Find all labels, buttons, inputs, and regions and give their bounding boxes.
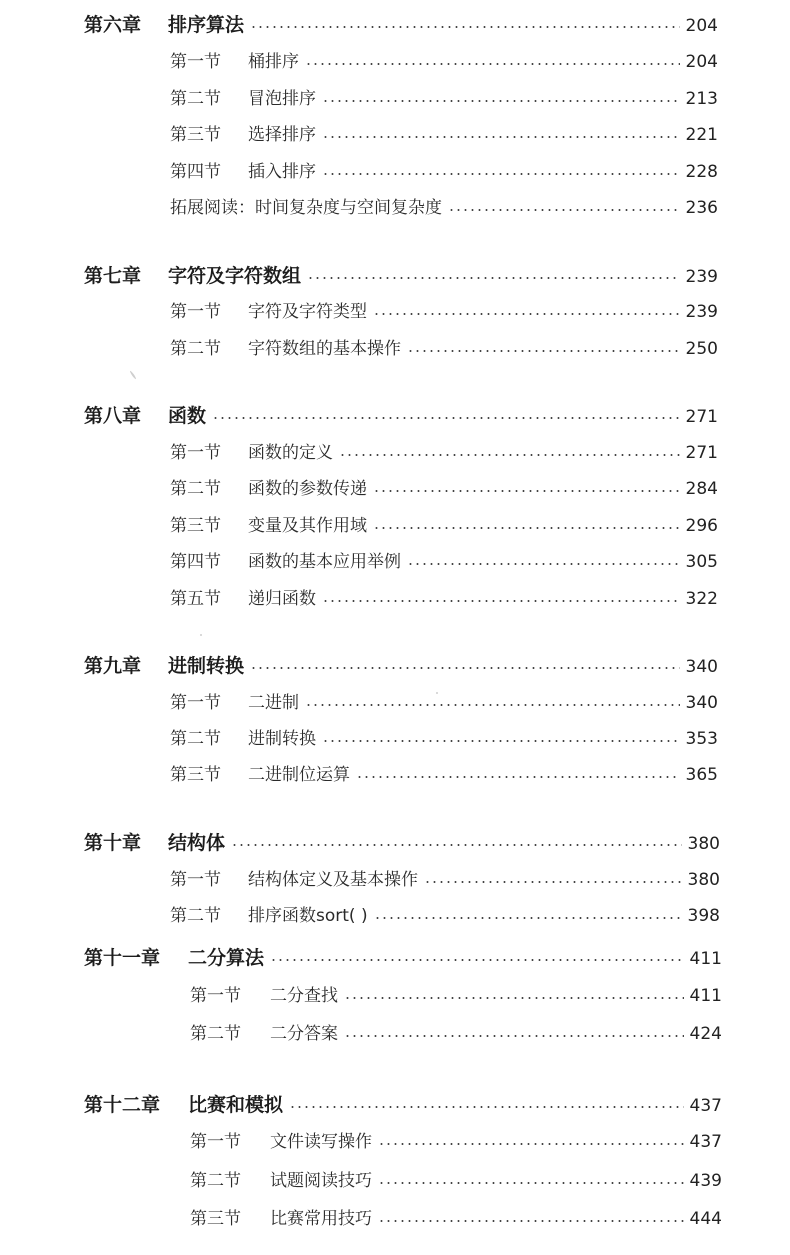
section-8-4-entry (170, 547, 718, 577)
page-number: 444 (689, 1209, 722, 1229)
chapter-number: 第十一章 (84, 947, 161, 969)
section-number: 第二节 (190, 1024, 241, 1044)
section-title: 二分查找 (270, 986, 338, 1006)
section-title: 二分答案 (270, 1024, 338, 1044)
dot-leader (407, 350, 680, 352)
page-number: 250 (685, 339, 718, 359)
chapter-title: 结构体 (168, 832, 226, 854)
dot-leader (373, 527, 680, 529)
section-8-5-entry (170, 584, 718, 614)
section-title: 插入排序 (248, 162, 316, 182)
section-6-4-entry (170, 157, 718, 187)
chapter-title: 函数 (168, 405, 207, 427)
page-number: 340 (685, 693, 718, 713)
section-number: 第二节 (170, 339, 221, 359)
page-number: 271 (685, 443, 718, 463)
section-6-extra-entry (170, 193, 718, 223)
section-number: 第四节 (170, 162, 221, 182)
section-10-1-entry (170, 865, 720, 895)
page-number: 204 (685, 52, 718, 72)
chapter-number: 第九章 (84, 655, 142, 677)
section-number: 第二节 (170, 729, 221, 749)
section-number: 第三节 (170, 765, 221, 785)
section-number: 第一节 (170, 870, 221, 890)
section-9-1-entry (170, 688, 718, 718)
section-number: 第二节 (190, 1171, 241, 1191)
dot-leader (305, 63, 680, 65)
chapter-9-entry (84, 651, 718, 681)
dot-leader (250, 26, 680, 28)
section-number: 第二节 (170, 89, 221, 109)
scan-speck (200, 634, 202, 636)
dot-leader (289, 1106, 684, 1108)
scan-speck (129, 370, 136, 379)
section-11-2-entry (190, 1019, 722, 1049)
dot-leader (374, 917, 682, 919)
section-number: 第一节 (170, 302, 221, 322)
page-number: 380 (687, 834, 720, 854)
dot-leader (373, 313, 680, 315)
chapter-10-entry (84, 828, 720, 858)
chapter-number: 第六章 (84, 14, 142, 36)
section-title: 函数的基本应用举例 (248, 552, 401, 572)
page-number: 439 (689, 1171, 722, 1191)
chapter-number: 第十二章 (84, 1094, 161, 1116)
section-title: 桶排序 (248, 52, 299, 72)
page-number: 424 (689, 1024, 722, 1044)
dot-leader (424, 881, 682, 883)
section-12-2-entry (190, 1166, 722, 1196)
page-number: 365 (685, 765, 718, 785)
section-title: 选择排序 (248, 125, 316, 145)
dot-leader (322, 740, 680, 742)
dot-leader (407, 563, 680, 565)
section-7-2-entry (170, 334, 718, 364)
section-title: 函数的定义 (248, 443, 333, 463)
section-title: 拓展阅读：时间复杂度与空间复杂度 (170, 198, 442, 218)
section-number: 第三节 (190, 1209, 241, 1229)
section-title: 冒泡排序 (248, 89, 316, 109)
page-number: 411 (689, 986, 722, 1006)
dot-leader (339, 454, 680, 456)
dot-leader (378, 1143, 684, 1145)
page-number: 204 (685, 16, 718, 36)
page-number: 353 (685, 729, 718, 749)
section-title: 比赛常用技巧 (270, 1209, 372, 1229)
section-title: 字符及字符类型 (248, 302, 367, 322)
section-title: 进制转换 (248, 729, 316, 749)
dot-leader (322, 136, 680, 138)
section-title: 函数的参数传递 (248, 479, 367, 499)
dot-leader (322, 173, 680, 175)
chapter-title: 排序算法 (168, 14, 245, 36)
section-number: 第三节 (170, 516, 221, 536)
section-8-1-entry (170, 438, 718, 468)
dot-leader (307, 277, 680, 279)
dot-leader (322, 600, 680, 602)
chapter-title: 进制转换 (168, 655, 245, 677)
page-number: 213 (685, 89, 718, 109)
page-number: 437 (689, 1096, 722, 1116)
chapter-title: 二分算法 (188, 947, 265, 969)
dot-leader (305, 704, 680, 706)
section-title: 结构体定义及基本操作 (248, 870, 418, 890)
dot-leader (344, 997, 684, 999)
section-number: 第一节 (170, 693, 221, 713)
section-title: 递归函数 (248, 589, 316, 609)
section-12-1-entry (190, 1127, 722, 1157)
section-6-2-entry (170, 84, 718, 114)
section-title: 试题阅读技巧 (270, 1171, 372, 1191)
section-number: 第二节 (170, 906, 221, 926)
dot-leader (250, 667, 680, 669)
section-9-3-entry (170, 760, 718, 790)
page-number: 271 (685, 407, 718, 427)
dot-leader (344, 1035, 684, 1037)
chapter-number: 第十章 (84, 832, 142, 854)
chapter-8-entry (84, 401, 718, 431)
page-number: 284 (685, 479, 718, 499)
page-number: 296 (685, 516, 718, 536)
dot-leader (373, 490, 680, 492)
section-6-3-entry (170, 120, 718, 150)
dot-leader (448, 209, 680, 211)
page-number: 437 (689, 1132, 722, 1152)
section-title: 二进制 (248, 693, 299, 713)
section-title: 排序函数sort( ) (248, 906, 368, 926)
section-number: 第一节 (190, 986, 241, 1006)
page-number: 221 (685, 125, 718, 145)
dot-leader (378, 1220, 684, 1222)
dot-leader (322, 100, 680, 102)
chapter-title: 字符及字符数组 (168, 265, 302, 287)
dot-leader (270, 959, 684, 961)
section-number: 第五节 (170, 589, 221, 609)
page-number: 322 (685, 589, 718, 609)
section-11-1-entry (190, 981, 722, 1011)
section-12-3-entry (190, 1204, 722, 1234)
page-number: 340 (685, 657, 718, 677)
dot-leader (356, 776, 680, 778)
chapter-6-entry (84, 10, 718, 40)
chapter-7-entry (84, 261, 718, 291)
dot-leader (231, 844, 682, 846)
page-number: 380 (687, 870, 720, 890)
section-6-1-entry (170, 47, 718, 77)
section-title: 变量及其作用域 (248, 516, 367, 536)
section-number: 第一节 (170, 52, 221, 72)
chapter-number: 第八章 (84, 405, 142, 427)
page-number: 398 (687, 906, 720, 926)
section-7-1-entry (170, 297, 718, 327)
chapter-11-entry (84, 943, 722, 973)
page-number: 305 (685, 552, 718, 572)
section-title: 文件读写操作 (270, 1132, 372, 1152)
section-number: 第二节 (170, 479, 221, 499)
section-10-2-entry (170, 901, 720, 931)
section-title: 二进制位运算 (248, 765, 350, 785)
page-number: 239 (685, 302, 718, 322)
chapter-number: 第七章 (84, 265, 142, 287)
page-number: 411 (689, 949, 722, 969)
scan-speck (436, 692, 438, 694)
page-number: 236 (685, 198, 718, 218)
section-number: 第一节 (170, 443, 221, 463)
chapter-12-entry (84, 1090, 722, 1120)
section-8-3-entry (170, 511, 718, 541)
section-title: 字符数组的基本操作 (248, 339, 401, 359)
section-9-2-entry (170, 724, 718, 754)
page-number: 228 (685, 162, 718, 182)
section-number: 第三节 (170, 125, 221, 145)
section-number: 第四节 (170, 552, 221, 572)
page-number: 239 (685, 267, 718, 287)
chapter-title: 比赛和模拟 (188, 1094, 284, 1116)
dot-leader (212, 417, 680, 419)
section-number: 第一节 (190, 1132, 241, 1152)
dot-leader (378, 1182, 684, 1184)
section-8-2-entry (170, 474, 718, 504)
